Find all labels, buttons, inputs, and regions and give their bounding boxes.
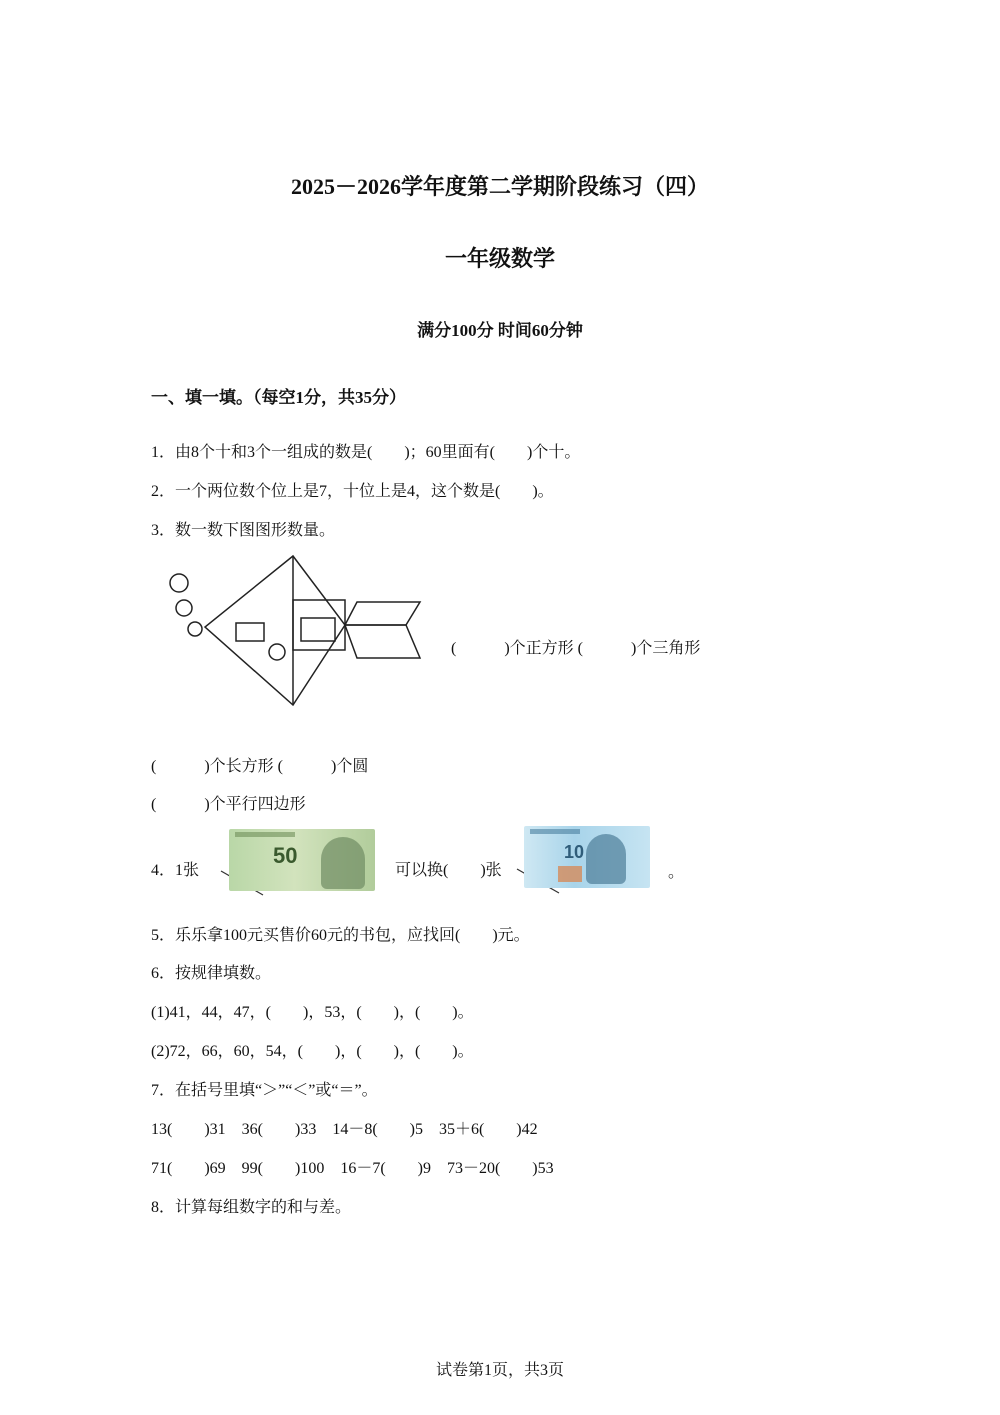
bubble-circle-2 (176, 600, 192, 616)
subject-title: 一年级数学 (444, 246, 555, 271)
question-5: 5．乐乐拿100元买售价60元的书包，应找回( )元。 (151, 927, 530, 944)
question-3-answer-3: ( )个平行四边形 (151, 796, 306, 813)
banknote-50-image (229, 829, 375, 891)
question-2: 2．一个两位数个位上是7，十位上是4，这个数是( )。 (151, 483, 554, 500)
banknote-50-value: 50 (273, 843, 298, 868)
banknote-10-value: 10 (564, 842, 585, 862)
tail-parallelogram-bottom (345, 625, 420, 658)
question-3-answer-1: ( )个正方形 ( )个三角形 (451, 640, 701, 657)
inner-rect-right (301, 618, 335, 641)
question-7: 7．在括号里填“＞”“＜”或“＝”。 (151, 1082, 378, 1099)
question-4-end: 。 (668, 864, 685, 881)
exam-title: 2025－2026学年度第二学期阶段练习（四） (290, 174, 709, 199)
question-7-row-1: 13( )31 36( )33 14－8( )5 35＋6( )42 (151, 1121, 538, 1138)
bubble-circle-1 (170, 574, 188, 592)
question-1: 1．由8个十和3个一组成的数是( )；60里面有( )个十。 (151, 444, 581, 461)
inner-rect-left (236, 623, 264, 641)
question-4-middle: 可以换( )张 (395, 862, 502, 879)
fish-body (205, 556, 345, 705)
question-4-prefix: 4．1张 (151, 862, 200, 879)
portrait-icon (586, 834, 626, 884)
question-7-row-2: 71( )69 99( )100 16－7( )9 73－20( )53 (151, 1160, 554, 1177)
question-3: 3．数一数下图图形数量。 (151, 522, 336, 539)
section-heading: 一、填一填。（每空1分，共35分） (151, 388, 406, 407)
question-6-part-1: (1)41，44，47，( )，53，( )，( )。 (151, 1004, 474, 1021)
question-6-part-2: (2)72，66，60，54，( )，( )，( )。 (151, 1043, 474, 1060)
question-3-answer-2: ( )个长方形 ( )个圆 (151, 758, 369, 775)
portrait-icon (321, 837, 365, 889)
shapes-figure (150, 550, 440, 720)
tail-parallelogram-top (345, 602, 420, 625)
banknote-10-image (524, 826, 650, 888)
page-footer: 试卷第1页，共3页 (435, 1362, 564, 1379)
exam-info: 满分100分 时间60分钟 (417, 321, 583, 340)
question-8: 8．计算每组数字的和与差。 (151, 1199, 352, 1216)
eye-circle (269, 644, 285, 660)
question-6: 6．按规律填数。 (151, 965, 272, 982)
bubble-circle-3 (188, 622, 202, 636)
